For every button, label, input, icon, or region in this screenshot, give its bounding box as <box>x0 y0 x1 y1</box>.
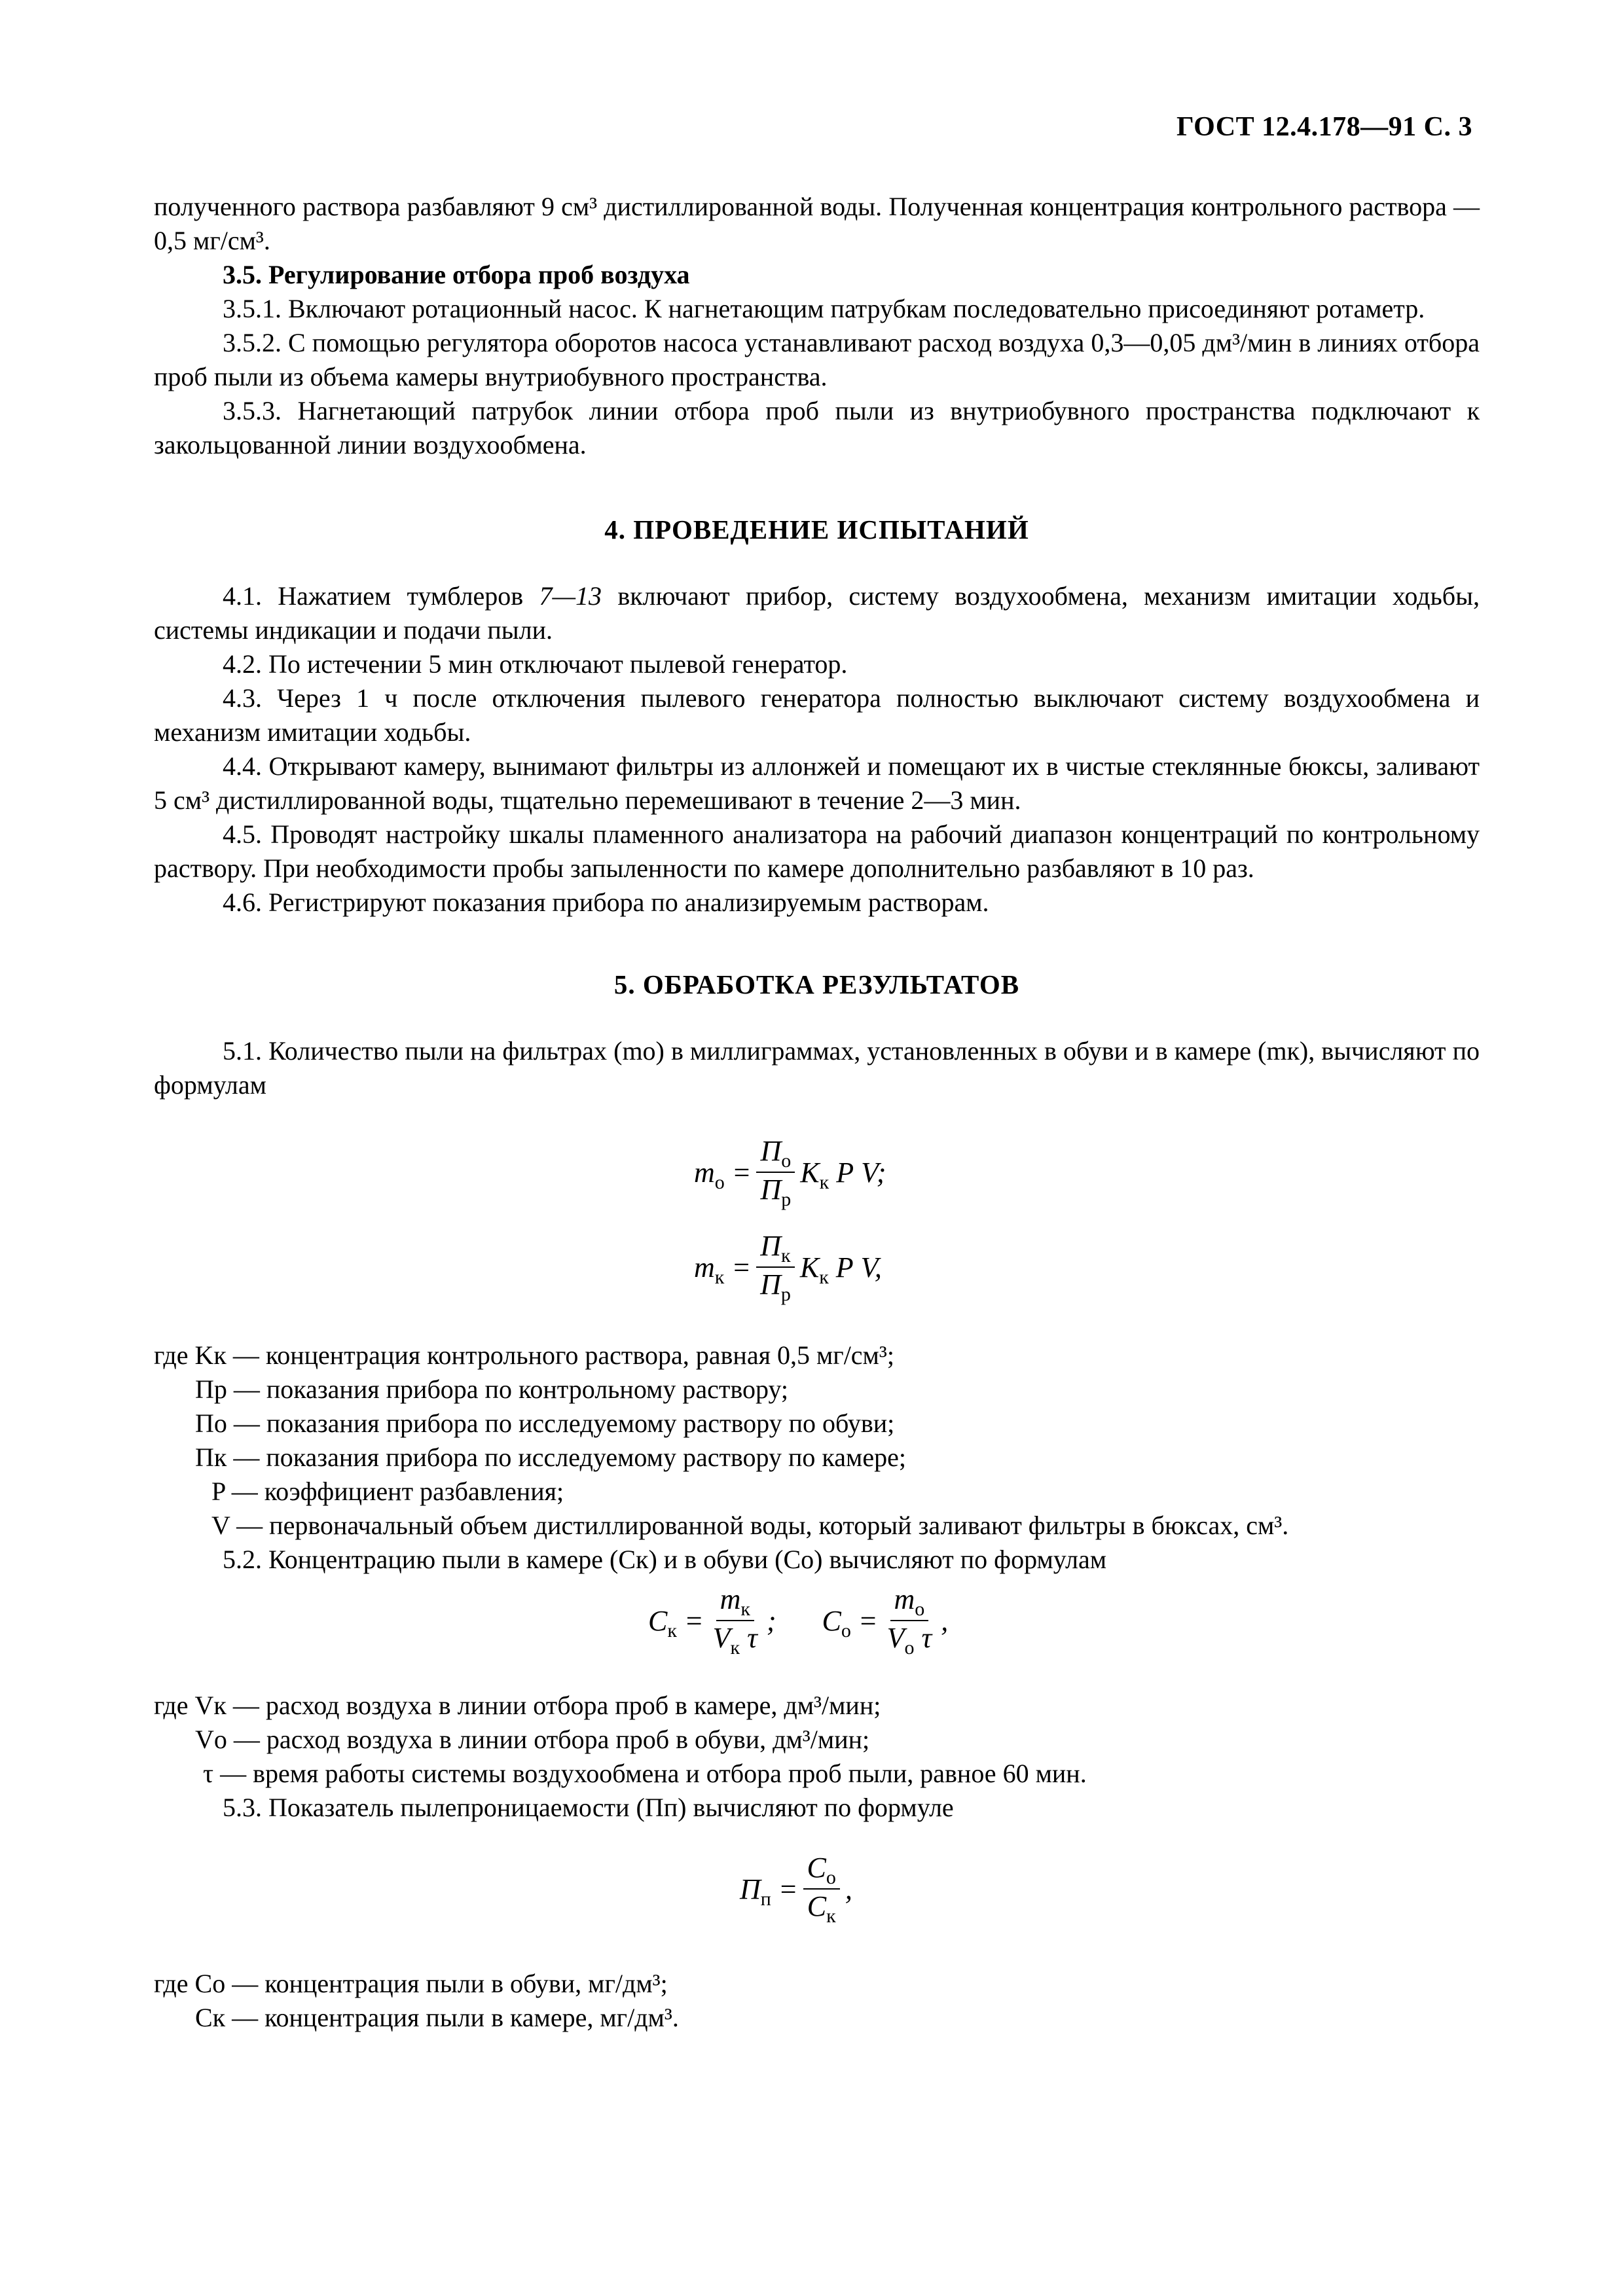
paragraph-4-6: 4.6. Регистрируют показания прибора по анализируемым растворам. <box>223 888 989 917</box>
paragraph-3-5-3: 3.5.3. Нагнетающий патрубок линии отбора проб пыли из внутриобувного пространства подключают к закольцованной линии воздухообмена. <box>154 396 1480 459</box>
legend-5-1 <box>154 1338 1288 1577</box>
paragraph-4-5: 4.5. Проводят настройку шкалы пламенного анализатора на рабочий диапазон концентраций по контрольному раствору. При необходимости пробы запыленности по камере дополнительно разбавляют в 10 раз. <box>154 819 1480 883</box>
paragraph-3-5-1: 3.5.1. Включают ротационный насос. К нагнетающим патрубкам последовательно присоединяют ротаметр. <box>223 294 1425 323</box>
legend-5-1-po: По — показания прибора по исследуемому раствору по обуви; <box>195 1408 895 1438</box>
section-4-title: 4. ПРОВЕДЕНИЕ ИСПЫТАНИЙ <box>604 514 1029 545</box>
paragraph-4-1 <box>154 579 1480 647</box>
paragraph-4-2: 4.2. По истечении 5 мин отключают пылевой генератор. <box>223 649 848 679</box>
section-3-continuation <box>154 190 1480 462</box>
paragraph-3-4-end: полученного раствора разбавляют 9 см³ дистиллированной воды. Полученная концентрация контрольного раствора — 0,5 мг/см³. <box>154 192 1480 255</box>
paragraph-4-3: 4.3. Через 1 ч после отключения пылевого генератора полностью выключают систему воздухообмена и механизм имитации ходьбы. <box>154 683 1480 747</box>
legend-5-2-tau: τ — время работы системы воздухообмена и отбора проб пыли, равное 60 мин. <box>203 1759 1087 1788</box>
legend-5-1-pk: Пк — показания прибора по исследуемому раствору по камере; <box>195 1443 906 1472</box>
legend-5-1-k: где Kк — концентрация контрольного раствора, равная 0,5 мг/см³; <box>154 1340 894 1370</box>
paragraph-4-1-a: 4.1. Нажатием тумблеров <box>223 581 539 611</box>
formula-m-o: $m_о$ = $\frac{П_о}{П_р}$ $K_к$ P V; <box>694 1135 886 1210</box>
legend-5-2 <box>154 1689 1087 1825</box>
paragraph-4-4: 4.4. Открывают камеру, вынимают фильтры из аллонжей и помещают их в чистые стеклянные бюксы, заливают 5 см³ дистиллированной воды, тщательно перемешивают в течение 2—3 мин. <box>154 751 1480 815</box>
subsection-3-5-heading: 3.5. Регулирование отбора проб воздуха <box>223 260 690 289</box>
section-4-body <box>154 579 1480 920</box>
page-header: ГОСТ 12.4.178—91 С. 3 <box>1176 112 1472 142</box>
legend-5-1-p: P — коэффициент разбавления; <box>211 1477 564 1506</box>
legend-5-3-ck: Cк — концентрация пыли в камере, мг/дм³. <box>195 2003 679 2032</box>
legend-5-2-vk: где Vк — расход воздуха в линии отбора проб в камере, дм³/мин; <box>154 1691 881 1720</box>
paragraph-5-1: 5.1. Количество пыли на фильтрах (mо) в миллиграммах, установленных в обуви и в камере (mк), вычисляют по формулам <box>154 1036 1480 1100</box>
legend-5-3-co: где Cо — концентрация пыли в обуви, мг/дм³; <box>154 1969 668 1998</box>
paragraph-3-5-2: 3.5.2. С помощью регулятора оборотов насоса устанавливают расход воздуха 0,3—0,05 дм³/мин в линиях отбора проб пыли из объема камеры внутриобувного пространства. <box>154 328 1480 391</box>
section-5-title: 5. ОБРАБОТКА РЕЗУЛЬТАТОВ <box>613 969 1020 999</box>
formula-c-k-c-o: $C_к$ = $\frac{m_к}{V_к \tau}$ ; $C_о$ = $\frac{m_о}{V_о \tau}$ , <box>648 1583 949 1659</box>
paragraph-5-3: 5.3. Показатель пылепроницаемости (Пп) вычисляют по формуле <box>223 1793 954 1822</box>
section-5-intro <box>154 1034 1480 1102</box>
paragraph-4-1-switch-range: 7—13 <box>539 581 602 611</box>
formula-m-k: $m_к$ = $\frac{П_к}{П_р}$ $K_к$ P V, <box>694 1230 882 1305</box>
legend-5-2-vo: Vо — расход воздуха в линии отбора проб в обуви, дм³/мин; <box>195 1725 870 1754</box>
formula-p-p: $П_п$ = $\frac{C_о}{C_к}$ , <box>740 1852 852 1927</box>
legend-5-3 <box>154 1967 679 2035</box>
legend-5-1-pr: Пр — показания прибора по контрольному раствору; <box>195 1374 789 1404</box>
paragraph-5-2: 5.2. Концентрацию пыли в камере (Cк) и в обуви (Cо) вычисляют по формулам <box>223 1545 1107 1574</box>
legend-5-1-v: V — первоначальный объем дистиллированной воды, который заливают фильтры в бюксах, см³. <box>211 1511 1289 1540</box>
paragraph-4-1-b: включают прибор, систему воздухообмена, механизм имитации ходьбы, системы индикации и подачи пыли. <box>154 581 1480 645</box>
